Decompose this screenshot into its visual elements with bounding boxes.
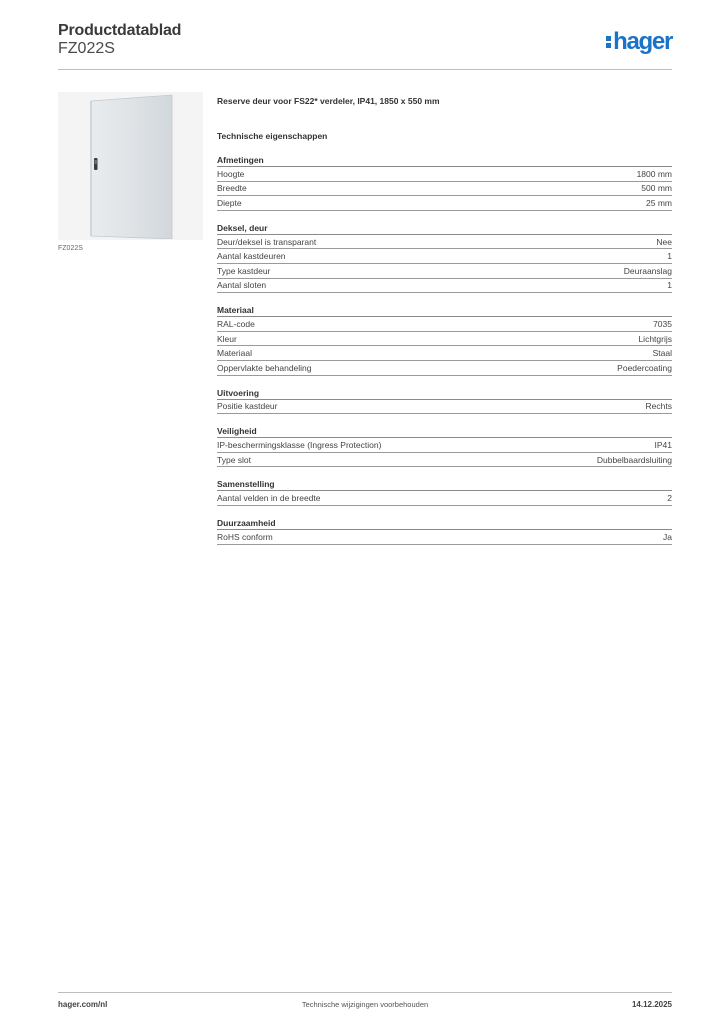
- image-caption: FZ022S: [58, 245, 83, 252]
- section-title: Samenstelling: [217, 479, 672, 491]
- spec-label: Breedte: [217, 183, 247, 194]
- spec-label: Diepte: [217, 197, 242, 208]
- section-title: Deksel, deur: [217, 223, 672, 235]
- document-title: Productdatablad: [58, 22, 182, 39]
- spec-label: Aantal sloten: [217, 280, 267, 291]
- spec-value: 2: [667, 493, 672, 504]
- spec-sections: [217, 155, 672, 545]
- spec-row: [217, 530, 672, 545]
- spec-section: [217, 426, 672, 467]
- product-image: [58, 92, 203, 240]
- spec-row: [217, 235, 672, 250]
- spec-label: Aantal kastdeuren: [217, 251, 286, 262]
- spec-label: Type kastdeur: [217, 265, 271, 276]
- spec-value: 25 mm: [646, 197, 672, 208]
- spec-section: [217, 388, 672, 415]
- product-code: FZ022S: [58, 40, 115, 57]
- spec-label: Materiaal: [217, 348, 252, 359]
- product-description: Reserve deur voor FS22* verdeler, IP41, 1850 x 550 mm: [217, 96, 440, 106]
- spec-section: [217, 155, 672, 211]
- spec-row: [217, 332, 672, 347]
- spec-row: [217, 264, 672, 279]
- footer-date: 14.12.2025: [631, 1000, 672, 1009]
- logo-text: hager: [613, 28, 672, 55]
- spec-value: Nee: [656, 236, 672, 247]
- spec-row: [217, 279, 672, 294]
- logo-dots-icon: [606, 36, 611, 48]
- spec-label: Type slot: [217, 454, 252, 465]
- spec-section: [217, 518, 672, 545]
- page-header: [58, 20, 672, 70]
- spec-value: Dubbelbaardsluiting: [596, 454, 672, 465]
- spec-row: [217, 346, 672, 361]
- spec-value: Ja: [663, 531, 672, 542]
- spec-label: Kleur: [217, 333, 237, 344]
- section-title: Duurzaamheid: [217, 518, 672, 530]
- spec-row: [217, 438, 672, 453]
- hager-logo[interactable]: [606, 28, 672, 56]
- spec-label: Deur/deksel is transparant: [217, 236, 317, 247]
- spec-value: 500 mm: [641, 183, 672, 194]
- spec-section: [217, 305, 672, 375]
- spec-row: [217, 361, 672, 376]
- technical-properties-heading: Technische eigenschappen: [217, 131, 328, 141]
- cabinet-door-icon: [86, 93, 176, 239]
- spec-label: Hoogte: [217, 168, 245, 179]
- footer-website-link[interactable]: hager.com/nl: [58, 1000, 108, 1009]
- spec-value: Staal: [652, 348, 672, 359]
- spec-label: RAL-code: [217, 318, 255, 329]
- spec-value: Poedercoating: [617, 362, 672, 373]
- spec-row: [217, 317, 672, 332]
- section-title: Uitvoering: [217, 388, 672, 400]
- spec-value: 1800 mm: [636, 168, 672, 179]
- spec-label: IP-beschermingsklasse (Ingress Protection): [217, 439, 382, 450]
- spec-content: [217, 96, 672, 545]
- spec-value: Rechts: [645, 401, 672, 412]
- spec-row: [217, 167, 672, 182]
- spec-row: [217, 249, 672, 264]
- spec-label: Oppervlakte behandeling: [217, 362, 312, 373]
- spec-label: RoHS conform: [217, 531, 273, 542]
- page-footer: [58, 992, 672, 1012]
- spec-label: Aantal velden in de breedte: [217, 493, 321, 504]
- spec-value: IP41: [654, 439, 672, 450]
- spec-value: Deuraanslag: [623, 265, 672, 276]
- section-title: Materiaal: [217, 305, 672, 317]
- spec-row: [217, 400, 672, 415]
- spec-section: [217, 223, 672, 293]
- spec-value: Lichtgrijs: [638, 333, 672, 344]
- spec-row: [217, 182, 672, 197]
- spec-label: Positie kastdeur: [217, 401, 278, 412]
- spec-row: [217, 453, 672, 468]
- spec-row: [217, 491, 672, 506]
- spec-section: [217, 479, 672, 506]
- spec-value: 7035: [653, 318, 672, 329]
- section-title: Veiligheid: [217, 426, 672, 438]
- section-title: Afmetingen: [217, 155, 672, 167]
- spec-value: 1: [667, 280, 672, 291]
- spec-value: 1: [667, 251, 672, 262]
- spec-row: [217, 196, 672, 211]
- footer-notice: Technische wijzigingen voorbehouden: [301, 1000, 429, 1009]
